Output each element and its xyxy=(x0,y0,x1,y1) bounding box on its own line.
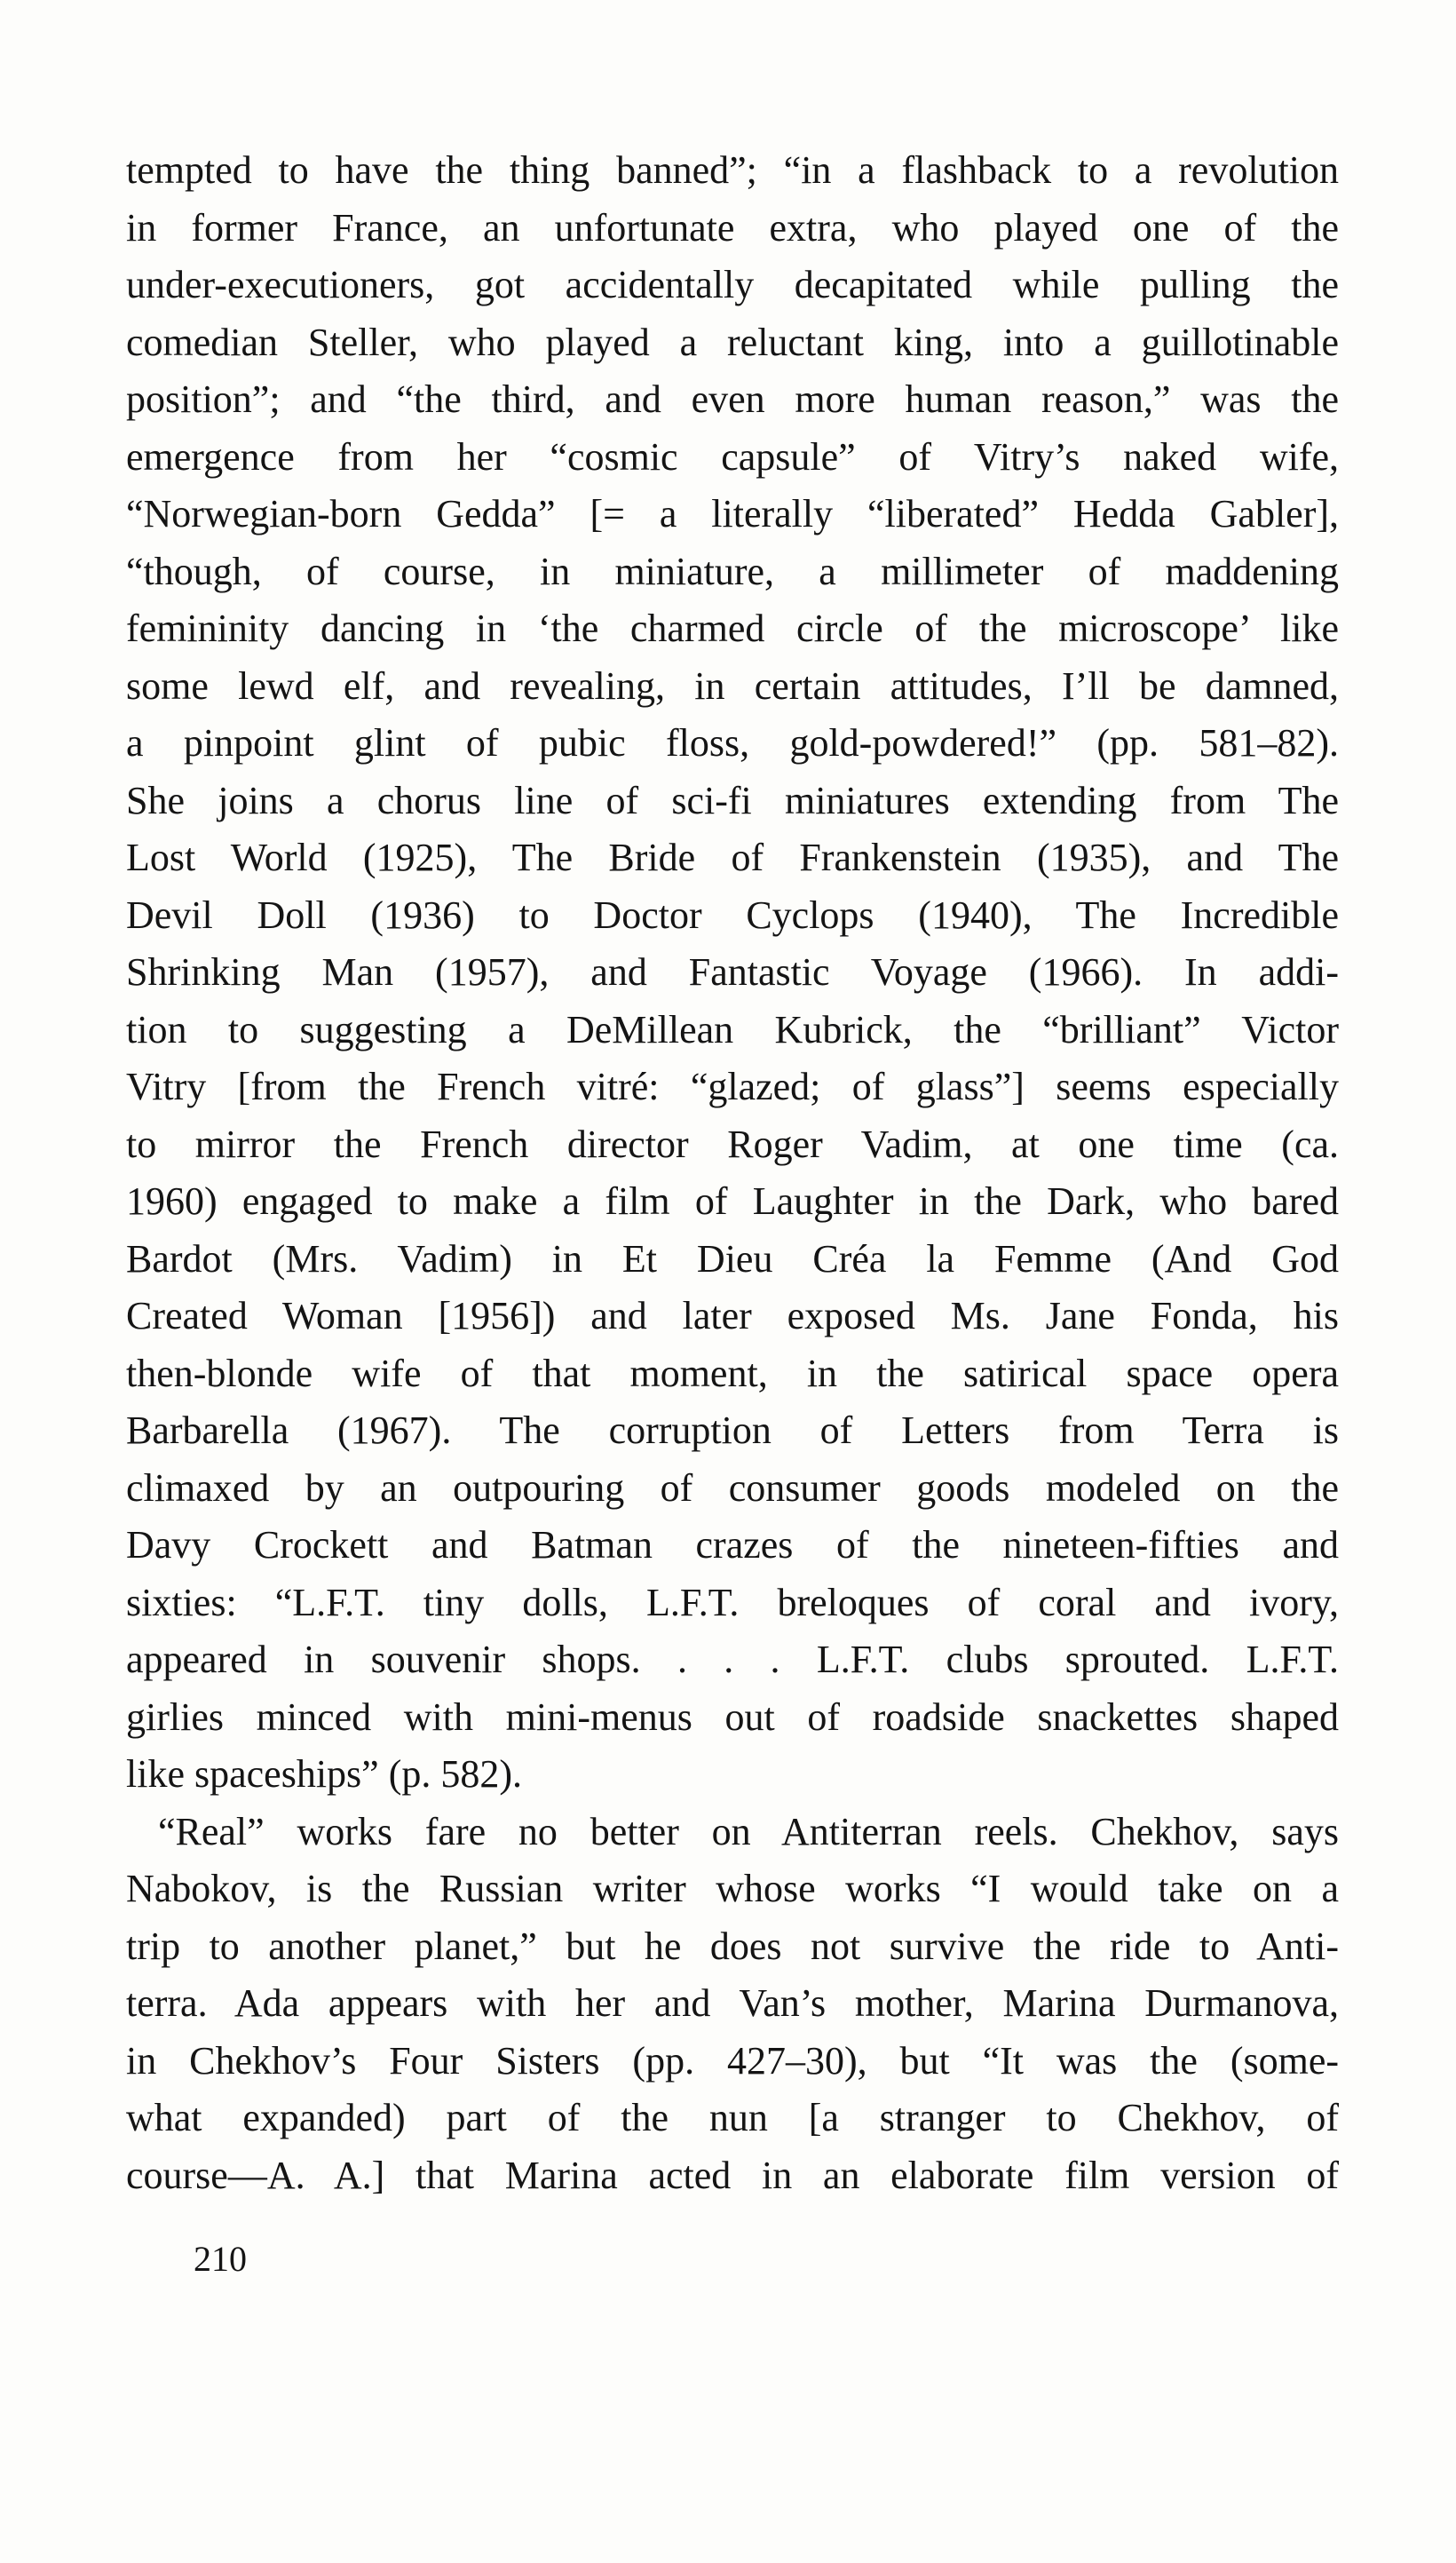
text-line: “Norwegian-born Gedda” [= a literally “liberated” Hedda Gabler], xyxy=(126,492,1339,536)
text-line: in Chekhov’s Four Sisters (pp. 427–30), but “It was the (some- xyxy=(126,2038,1339,2083)
text-line: Davy Crockett and Batman crazes of the nineteen-fifties and xyxy=(126,1523,1339,1567)
text-line: then-blonde wife of that moment, in the satirical space opera xyxy=(126,1351,1339,1395)
text-line: like spaceships” (p. 582). xyxy=(126,1752,522,1796)
text-line: course—A. A.] that Marina acted in an elaborate film version of xyxy=(126,2153,1339,2197)
text-line: terra. Ada appears with her and Van’s mother, Marina Durmanova, xyxy=(126,1981,1339,2025)
text-line: She joins a chorus line of sci-fi miniatures extending from The xyxy=(126,778,1339,822)
text-line: Shrinking Man (1957), and Fantastic Voyage (1966). In addi- xyxy=(126,950,1339,994)
text-line: appeared in souvenir shops. . . . L.F.T. clubs sprouted. L.F.T. xyxy=(126,1638,1339,1681)
text-line: emergence from her “cosmic capsule” of Vitry’s naked wife, xyxy=(126,434,1339,479)
text-line: sixties: “L.F.T. tiny dolls, L.F.T. breloques of coral and ivory, xyxy=(126,1580,1339,1624)
text-line: Vitry [from the French vitré: “glazed; of glass”] seems especially xyxy=(126,1065,1339,1108)
text-line: “though, of course, in miniature, a millimeter of maddening xyxy=(126,549,1339,593)
text-line: what expanded) part of the nun [a stranger to Chekhov, of xyxy=(126,2096,1339,2139)
text-line: Bardot (Mrs. Vadim) in Et Dieu Créa la Femme (And God xyxy=(126,1236,1339,1281)
text-line: in former France, an unfortunate extra, who played one of the xyxy=(126,205,1339,250)
text-line: Barbarella (1967). The corruption of Letters from Terra is xyxy=(126,1408,1339,1452)
page-number: 210 xyxy=(194,2239,247,2279)
text-line: position”; and “the third, and even more human reason,” was the xyxy=(126,377,1339,421)
text-line: Created Woman [1956]) and later exposed Ms. Jane Fonda, his xyxy=(126,1294,1339,1337)
paragraph-1 xyxy=(126,142,1339,1804)
text-line: femininity dancing in ‘the charmed circle of the microscope’ like xyxy=(126,607,1339,650)
text-line: a pinpoint glint of pubic floss, gold-powdered!” (pp. 581–82). xyxy=(126,721,1339,765)
text-line: comedian Steller, who played a reluctant king, into a guillotinable xyxy=(126,320,1339,364)
text-line: “Real” works fare no better on Antiterran reels. Chekhov, says xyxy=(158,1809,1339,1853)
text-line: tion to suggesting a DeMillean Kubrick, the “brilliant” Victor xyxy=(126,1007,1339,1051)
text-line: Lost World (1925), The Bride of Frankenstein (1935), and The xyxy=(126,836,1339,879)
paragraph-2 xyxy=(126,1804,1339,2205)
text-line: some lewd elf, and revealing, in certain attitudes, I’ll be damned, xyxy=(126,663,1339,708)
text-line: under-executioners, got accidentally decapitated while pulling the xyxy=(126,263,1339,306)
text-line: 1960) engaged to make a film of Laughter in the Dark, who bared xyxy=(126,1179,1339,1223)
text-line: girlies minced with mini-menus out of roadside snackettes shaped xyxy=(126,1694,1339,1739)
text-line: to mirror the French director Roger Vadim, at one time (ca. xyxy=(126,1122,1339,1166)
text-line: Nabokov, is the Russian writer whose works “I would take on a xyxy=(126,1867,1339,1910)
body-text xyxy=(126,142,1339,2204)
text-line: tempted to have the thing banned”; “in a flashback to a revolution xyxy=(126,148,1339,192)
text-line: Devil Doll (1936) to Doctor Cyclops (1940), The Incredible xyxy=(126,893,1339,937)
text-line: trip to another planet,” but he does not survive the ride to Anti- xyxy=(126,1924,1339,1968)
text-line: climaxed by an outpouring of consumer goods modeled on the xyxy=(126,1465,1339,1510)
